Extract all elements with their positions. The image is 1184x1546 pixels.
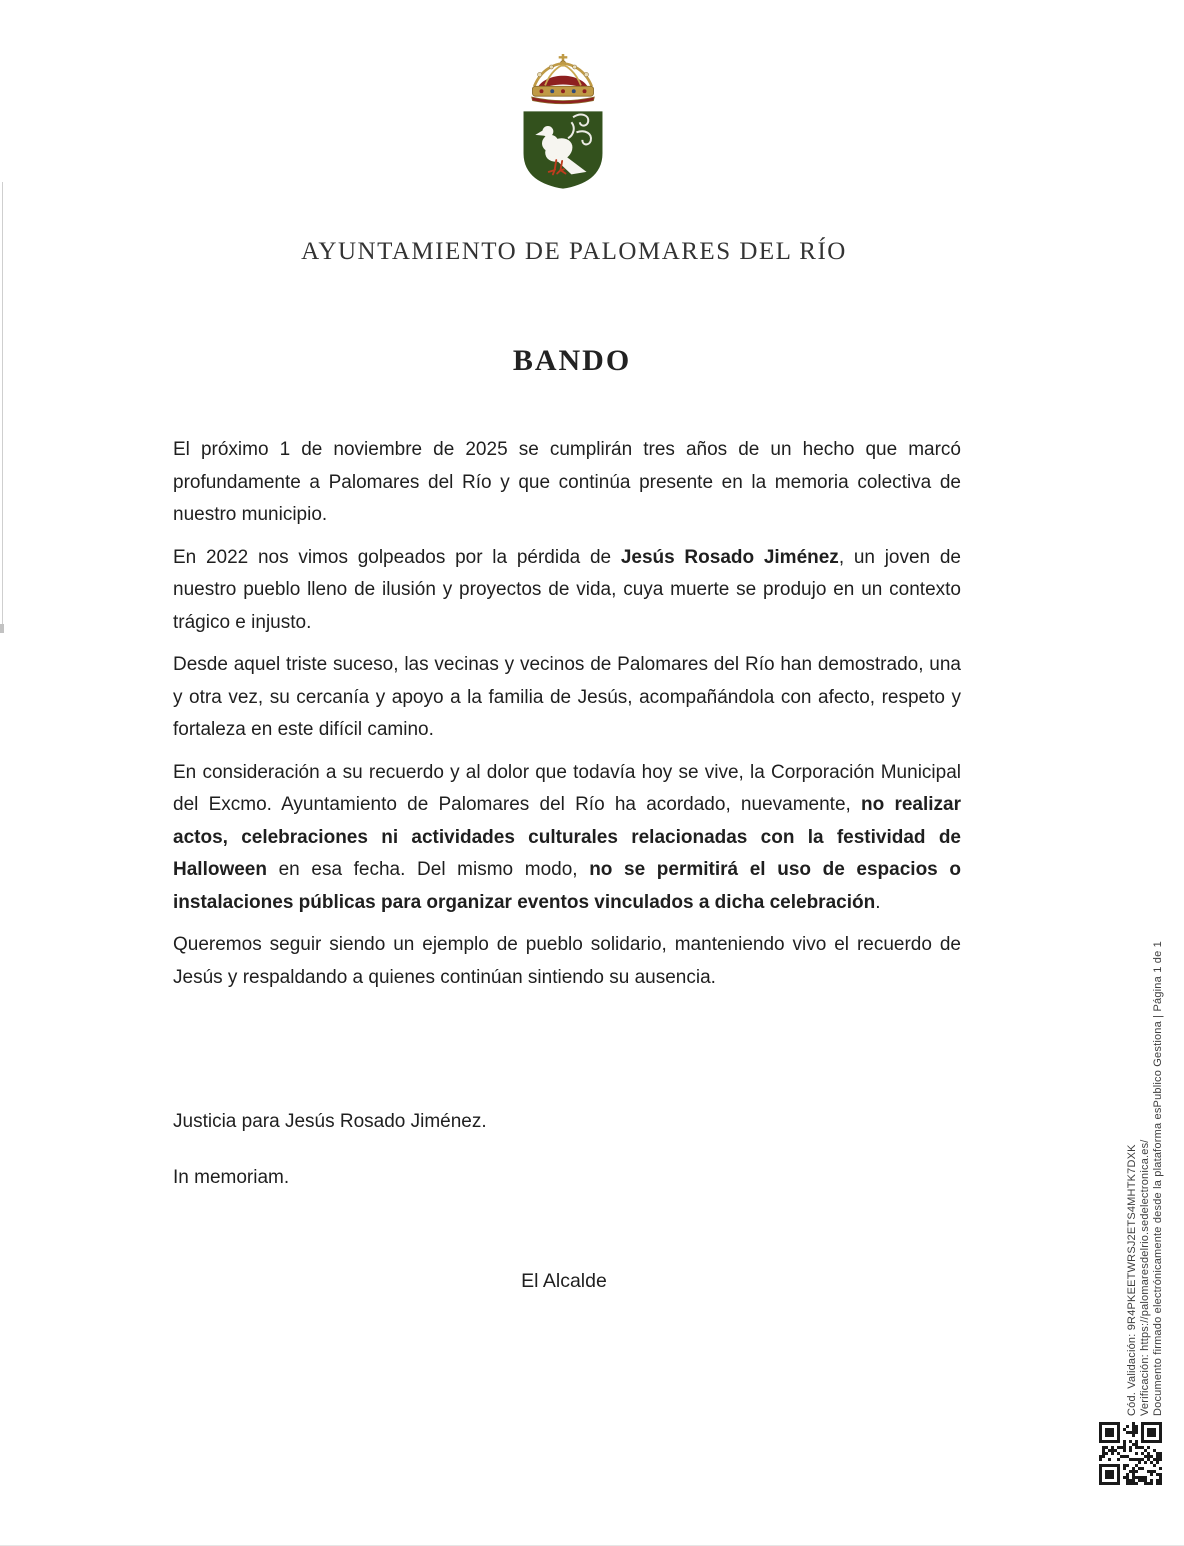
verification-url-text: Verificación: https://palomaresdelrio.sedelectronica.es/ <box>1139 1139 1151 1416</box>
paragraph-3 <box>173 649 961 747</box>
text-segment: En 2022 nos vimos golpeados por la pérdida de <box>173 546 621 568</box>
bold-text-segment: no se permitirá el uso de espacios o instalaciones públicas para organizar eventos vinculados a dicha celebración <box>173 859 961 913</box>
text-segment: . <box>875 891 881 913</box>
document-body <box>173 434 961 1004</box>
paragraph-1 <box>173 434 961 532</box>
signed-document-footer-text: Documento firmado electrónicamente desde la plataforma esPublico Gestiona | Página 1 de 1 <box>1152 941 1164 1416</box>
crown-icon <box>517 54 609 106</box>
paragraph-2 <box>173 542 961 640</box>
bold-text-segment: no realizar actos, celebraciones ni actividades culturales relacionadas con la festividad de Halloween <box>173 794 961 880</box>
paragraph-5 <box>173 929 961 994</box>
shield-dove-icon <box>521 109 605 191</box>
text-segment: En consideración a su recuerdo y al dolor que todavía hoy se vive, la Corporación Municipal del Excmo. Ayuntamiento de Palomares del Río ha acordado, nuevamente, <box>173 761 961 815</box>
validation-code-text: Cód. Validación: 9R4PKEETWRSJ2ETS4MHTK7DXK <box>1126 1144 1138 1416</box>
organization-title: AYUNTAMIENTO DE PALOMARES DEL RÍO <box>301 238 847 265</box>
text-segment: Desde aquel triste suceso, las vecinas y vecinos de Palomares del Río han demostrado, una y otra vez, su cercanía y apoyo a la familia de Jesús, acompañándola con afecto, respeto y fortaleza en este difícil camino. <box>173 654 961 740</box>
signature-title: El Alcalde <box>521 1270 607 1292</box>
closing-line-justicia: Justicia para Jesús Rosado Jiménez. <box>173 1111 487 1132</box>
text-segment: en esa fecha. Del mismo modo, <box>266 859 590 880</box>
document-title: BANDO <box>512 344 632 377</box>
closing-line-in-memoriam: In memoriam. <box>173 1167 290 1188</box>
bold-text-segment: Jesús Rosado Jiménez <box>620 546 839 568</box>
text-segment: Queremos seguir siendo un ejemplo de pueblo solidario, manteniendo vivo el recuerdo de Jesús y respaldando a quienes continúan sintiendo su ausencia. <box>173 934 961 988</box>
text-segment: , un joven de nuestro pueblo lleno de ilusión y proyectos de vida, cuya muerte se produjo en un contexto trágico e injusto. <box>173 546 961 633</box>
text-segment: El próximo 1 de noviembre de 2025 se cumplirán tres años de un hecho que marcó profundamente a Palomares del Río y que continúa presente en la memoria colectiva de nuestro municipio. <box>173 439 961 525</box>
qr-code <box>1099 1422 1162 1485</box>
scan-artifact-tick <box>0 624 4 633</box>
paragraph-4 <box>173 757 961 920</box>
coat-of-arms <box>516 54 610 191</box>
